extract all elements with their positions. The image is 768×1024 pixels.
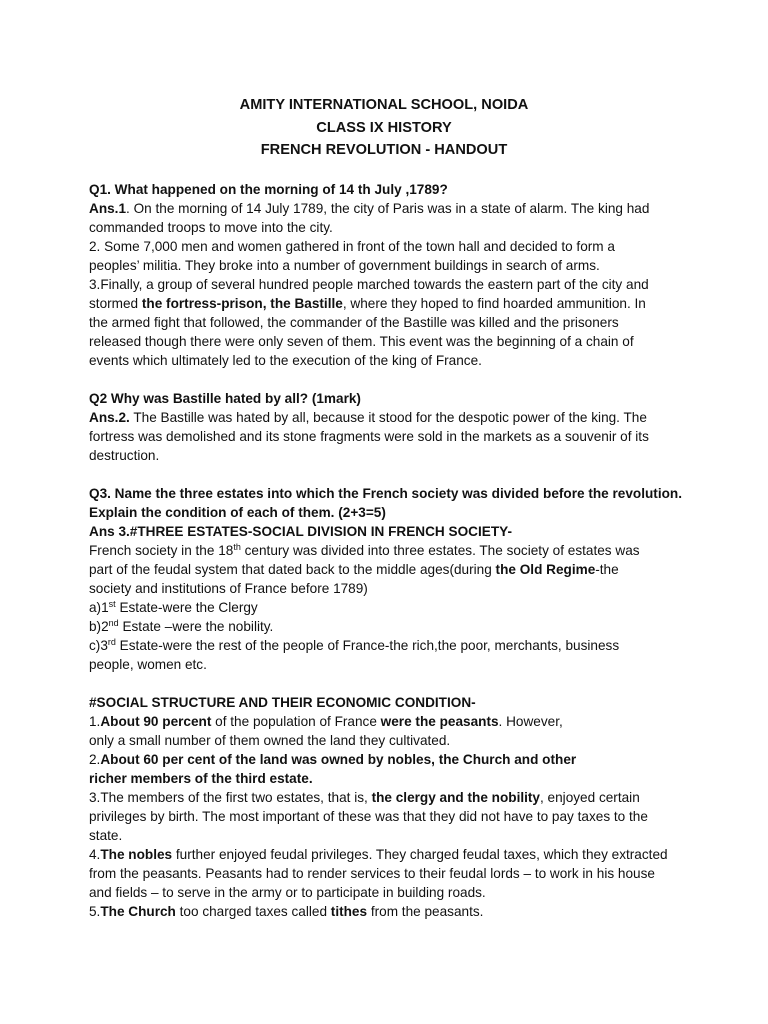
- q1-answer-line: events which ultimately led to the execution of the king of France.: [89, 353, 482, 368]
- social-point: 5.The Church too charged taxes called tithes from the peasants.: [89, 904, 484, 919]
- q2-question: Q2 Why was Bastille hated by all? (1mark): [89, 391, 361, 406]
- q1-answer-line: released though there were only seven of them. This event was the beginning of a chain of: [89, 334, 634, 349]
- q2-answer-line: destruction.: [89, 448, 160, 463]
- estate-item: a)1st Estate-were the Clergy: [89, 599, 258, 615]
- social-point-continued: and fields – to serve in the army or to participate in building roads.: [89, 885, 486, 900]
- estate-item: b)2nd Estate –were the nobility.: [89, 618, 274, 634]
- estate-item-continued: people, women etc.: [89, 657, 207, 672]
- handout-body: [89, 180, 689, 921]
- q3-answer-line: society and institutions of France before 1789): [89, 581, 368, 596]
- q1-answer-line: peoples’ militia. They broke into a number of government buildings in search of arms.: [89, 258, 600, 273]
- q1-answer-line: 3.Finally, a group of several hundred people marched towards the eastern part of the city and: [89, 277, 649, 292]
- social-structure-heading: #SOCIAL STRUCTURE AND THEIR ECONOMIC CONDITION-: [89, 695, 476, 710]
- social-point: 1.About 90 percent of the population of France were the peasants. However,: [89, 714, 563, 729]
- q1-answer-label: Ans.1: [89, 201, 127, 216]
- social-point-continued: richer members of the third estate.: [89, 771, 313, 786]
- document-header: [0, 94, 768, 162]
- q3-question: Q3. Name the three estates into which the French society was divided before the revolution.: [89, 486, 682, 501]
- social-point: 4.The nobles further enjoyed feudal privileges. They charged feudal taxes, which they extracted: [89, 847, 668, 862]
- q3-answer-line: French society in the 18th century was divided into three estates. The society of estates was: [89, 542, 640, 558]
- q1-question: Q1. What happened on the morning of 14 th July ,1789?: [89, 182, 448, 197]
- q2-answer-line: Ans.2. The Bastille was hated by all, because it stood for the despotic power of the king. The: [89, 410, 647, 425]
- q3-question: Explain the condition of each of them. (2+3=5): [89, 505, 386, 520]
- social-point-continued: privileges by birth. The most important of these was that they did not have to pay taxes to the: [89, 809, 648, 824]
- q1-answer-line: 2. Some 7,000 men and women gathered in front of the town hall and decided to form a: [89, 239, 615, 254]
- social-point-continued: only a small number of them owned the land they cultivated.: [89, 733, 451, 748]
- q3-answer-heading: Ans 3.#THREE ESTATES-SOCIAL DIVISION IN FRENCH SOCIETY-: [89, 524, 512, 539]
- q3-answer-line: part of the feudal system that dated back to the middle ages(during the Old Regime-the: [89, 562, 619, 577]
- social-point: 3.The members of the first two estates, that is, the clergy and the nobility, enjoyed certain: [89, 790, 640, 805]
- handout-title: FRENCH REVOLUTION - HANDOUT: [260, 142, 508, 158]
- q1-answer-line: the armed fight that followed, the commander of the Bastille was killed and the prisoners: [89, 315, 619, 330]
- q2-answer-line: fortress was demolished and its stone fragments were sold in the markets as a souvenir of its: [89, 429, 649, 444]
- social-point: 2.About 60 per cent of the land was owned by nobles, the Church and other: [89, 752, 577, 767]
- social-point-continued: state.: [89, 828, 123, 843]
- social-point-continued: from the peasants. Peasants had to render services to their feudal lords – to work in his house: [89, 866, 655, 881]
- spacer: [89, 370, 689, 389]
- q1-answer-line: Ans.1. On the morning of 14 July 1789, the city of Paris was in a state of alarm. The king had: [89, 201, 650, 216]
- school-name: AMITY INTERNATIONAL SCHOOL, NOIDA: [239, 97, 529, 113]
- q1-answer-line: commanded troops to move into the city.: [89, 220, 333, 235]
- q2-answer-label: Ans.2.: [89, 410, 130, 425]
- spacer: [89, 465, 689, 484]
- estate-item: c)3rd Estate-were the rest of the people of France-the rich,the poor, merchants, business: [89, 637, 620, 653]
- spacer: [89, 674, 689, 693]
- class-title: CLASS IX HISTORY: [316, 119, 452, 136]
- q1-answer-line: stormed the fortress-prison, the Bastille, where they hoped to find hoarded ammunition. In: [89, 296, 646, 311]
